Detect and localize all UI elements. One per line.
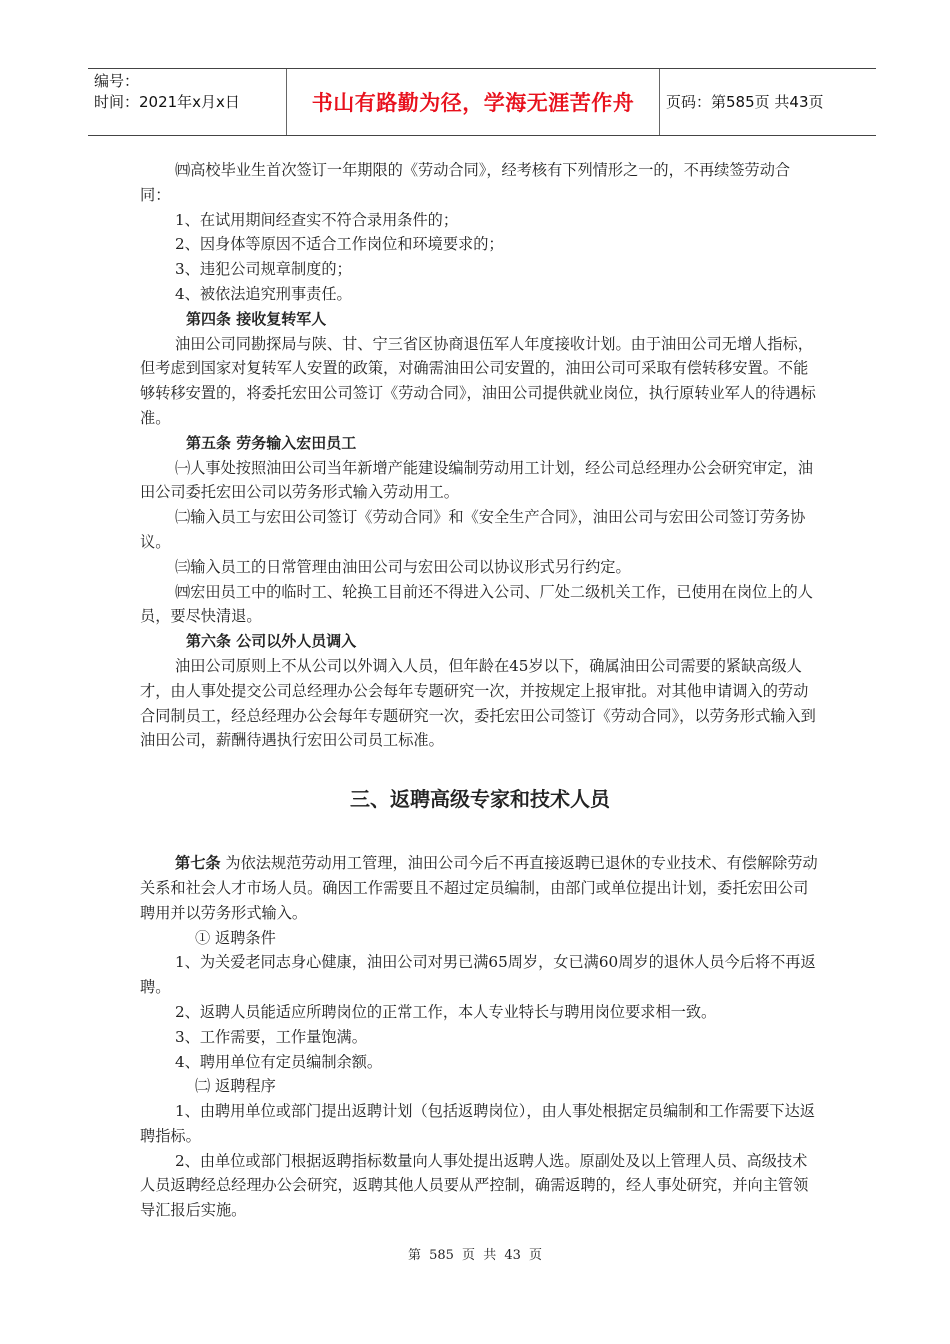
article-heading-4: 第四条 接收复转军人: [186, 309, 327, 328]
header-meta: [94, 71, 290, 113]
document-body: [140, 158, 820, 1223]
list-item: 2、因身体等原因不适合工作岗位和环境要求的；: [175, 235, 504, 254]
list-item: 2、返聘人员能适应所聘岗位的正常工作，本人专业特长与聘用岗位要求相一致。: [175, 1002, 717, 1021]
section-title: 三、返聘高级专家和技术人员: [350, 787, 610, 812]
article-heading-5: 第五条 劳务输入宏田员工: [186, 433, 357, 452]
page-header: [88, 68, 876, 136]
subsection-heading: ① 返聘条件: [195, 928, 276, 947]
list-item: 4、被依法追究刑事责任。: [175, 284, 352, 303]
paragraph: 油田公司原则上不从公司以外调入人员，但年龄在45岁以下，确属油田公司需要的紧缺高级人才，由人事处提交公司总经理办公会每年专题研究一次，并按规定上报审批。对其他申请调入的劳动合同制员工，经总经理办公会每年专题研究一次，委托宏田公司签订《劳动合同》，以劳务形式输入到油田公司，薪酬待遇执行宏田公司员工标准。: [140, 656, 816, 750]
article-heading-7: 第七条: [175, 854, 221, 873]
list-item: 2、由单位或部门根据返聘指标数量向人事处提出返聘人选。原副处及以上管理人员、高级技术人员返聘经总经理办公会研究，返聘其他人员要从严控制，确需返聘的，经人事处研究，并向主管领导汇报后实施。: [140, 1151, 809, 1220]
list-item: 3、违犯公司规章制度的；: [175, 260, 352, 279]
document-date: 时间：2021年x月x日: [94, 93, 240, 111]
paragraph: ㈠人事处按照油田公司当年新增产能建设编制劳动用工计划，经公司总经理办公会研究审定，油田公司委托宏田公司以劳务形式输入劳动用工。: [140, 458, 813, 502]
page-footer: 第 585 页 共 43 页: [407, 1248, 543, 1263]
article-7-text: 为依法规范劳动用工管理，油田公司今后不再直接返聘已退休的专业技术、有偿解除劳动关系和社会人才市场人员。确因工作需要且不超过定员编制，由部门或单位提出计划，委托宏田公司聘用并以劳务形式输入。: [140, 854, 818, 922]
document-number-label: 编号：: [94, 72, 140, 90]
paragraph: ㈢输入员工的日常管理由油田公司与宏田公司以协议形式另行约定。: [175, 557, 631, 576]
subsection-heading: ㈡ 返聘程序: [195, 1077, 276, 1096]
paragraph: ㈣宏田员工中的临时工、轮换工目前还不得进入公司、厂处二级机关工作，已使用在岗位上的人员，要尽快清退。: [140, 582, 813, 626]
paragraph: ㈡输入员工与宏田公司签订《劳动合同》和《安全生产合同》，油田公司与宏田公司签订劳务协议。: [140, 508, 806, 551]
article-heading-6: 第六条 公司以外人员调入: [186, 632, 357, 651]
list-item: 1、在试用期间经查实不符合录用条件的；: [175, 210, 459, 229]
header-motto-cell: [286, 69, 660, 135]
paragraph: [140, 851, 820, 925]
list-item: 1、由聘用单位或部门提出返聘计划（包括返聘岗位），由人事处根据定员编制和工作需要下达返聘指标。: [140, 1102, 815, 1145]
paragraph: ㈣高校毕业生首次签订一年期限的《劳动合同》，经考核有下列情形之一的，不再续签劳动合同：: [140, 161, 791, 204]
header-page-code: 页码：第585页 共43页: [666, 93, 824, 111]
header-motto: 书山有路勤为径，学海无涯苦作舟: [311, 91, 635, 115]
list-item: 1、为关爱老同志身心健康，油田公司对男已满65周岁，女已满60周岁的退休人员今后将不再返聘。: [140, 953, 816, 997]
list-item: 3、工作需要，工作量饱满。: [175, 1027, 367, 1046]
list-item: 4、聘用单位有定员编制余额。: [175, 1052, 383, 1071]
paragraph: 油田公司同勘探局与陕、甘、宁三省区协商退伍军人年度接收计划。由于油田公司无增人指标，但考虑到国家对复转军人安置的政策，对确需油田公司安置的，油田公司可采取有偿转移安置。不能够转移安置的，将委托宏田公司签订《劳动合同》，油田公司提供就业岗位，执行原转业军人的待遇标准。: [140, 334, 816, 427]
